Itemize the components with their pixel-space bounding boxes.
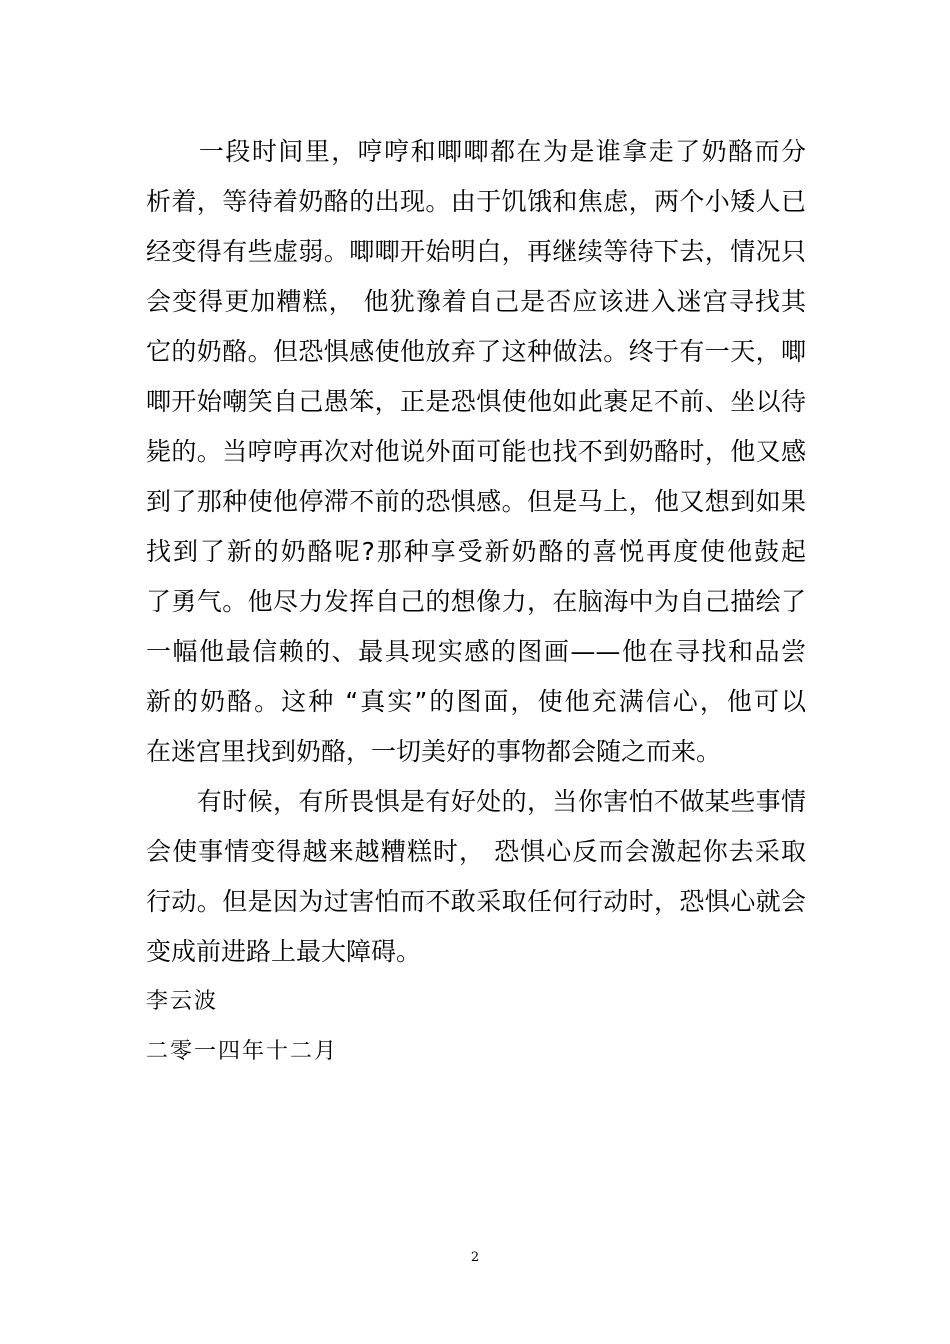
text-line: 找到了新的奶酪呢?那种享受新奶酪的喜悦再度使他鼓起 (146, 537, 806, 566)
text-line: 变成前进路上最大障碍。 (146, 937, 422, 966)
text-line: 行动。但是因为过害怕而不敢采取任何行动时，恐惧心就会 (146, 887, 806, 916)
text-line: 会使事情变得越来越糟糕时， 恐惧心反而会激起你去采取 (146, 837, 806, 866)
signature-date: 二零一四年十二月 (146, 1039, 339, 1064)
paragraph-1 (146, 127, 806, 777)
document-body (146, 127, 806, 1077)
text-line: 它的奶酪。但恐惧感使他放弃了这种做法。终于有一天，唧 (146, 337, 806, 366)
text-line: 在迷宫里找到奶酪，一切美好的事物都会随之而来。 (146, 737, 722, 766)
text-line: 会变得更加糟糕， 他犹豫着自己是否应该进入迷宫寻找其 (146, 287, 806, 316)
text-line: 一幅他最信赖的、最具现实感的图画——他在寻找和品尝 (146, 637, 806, 666)
text-line: 新的奶酪。这种 “真实”的图面，使他充满信心，他可以 (146, 687, 806, 716)
text-line: 有时候，有所畏惧是有好处的，当你害怕不做某些事情 (146, 787, 806, 816)
signature-author: 李云波 (146, 989, 219, 1014)
text-line: 毙的。当哼哼再次对他说外面可能也找不到奶酪时，他又感 (146, 437, 806, 466)
text-line: 了勇气。他尽力发挥自己的想像力，在脑海中为自己描绘了 (146, 587, 806, 616)
text-line: 唧开始嘲笑自己愚笨，正是恐惧使他如此裹足不前、坐以待 (146, 387, 806, 416)
text-line: 析着，等待着奶酪的出现。由于饥饿和焦虑，两个小矮人已 (146, 187, 806, 216)
text-line: 一段时间里，哼哼和唧唧都在为是谁拿走了奶酪而分 (146, 137, 806, 166)
paragraph-2 (146, 777, 806, 977)
page-number: 2 (470, 1250, 480, 1265)
text-line: 到了那种使他停滞不前的恐惧感。但是马上，他又想到如果 (146, 487, 806, 516)
text-line: 经变得有些虚弱。唧唧开始明白，再继续等待下去，情况只 (146, 237, 806, 266)
